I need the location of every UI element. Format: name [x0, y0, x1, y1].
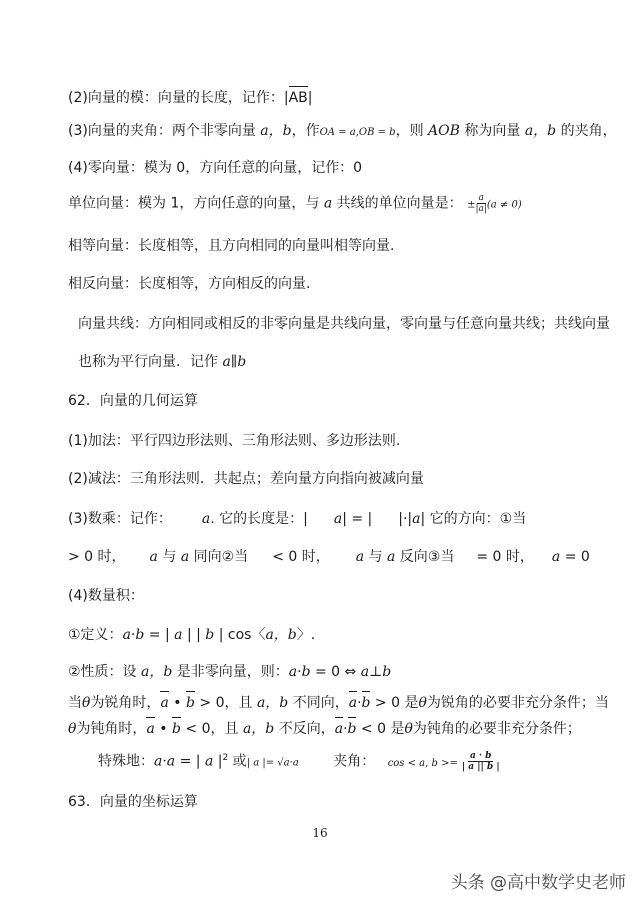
text: < 0，且: [180, 721, 243, 737]
watermark: 头条 @高中数学史老师: [450, 873, 626, 893]
text: > 0，且: [194, 695, 257, 711]
text: 同向②当: [189, 549, 249, 565]
vector-a: a: [146, 721, 155, 737]
text: > 0 是: [370, 695, 419, 711]
text: 为锐角的必要非充分条件；当: [426, 695, 609, 711]
text: ·: [343, 721, 348, 737]
math: a·a: [154, 753, 176, 770]
math: a·b: [288, 664, 311, 680]
text: 反向③当: [395, 549, 455, 565]
math: θ: [68, 721, 77, 737]
vector-b: b: [171, 721, 181, 737]
text: 不同向，: [288, 695, 349, 711]
text: 称为向量: [459, 123, 525, 139]
math: θ: [418, 695, 427, 711]
vector-ab: AB: [288, 90, 308, 106]
math: a，b: [260, 123, 292, 139]
vector-b: b: [361, 695, 371, 711]
math: a: [201, 511, 211, 527]
fraction: [475, 193, 486, 214]
math: a: [355, 549, 365, 565]
text: < 0 时，: [272, 549, 330, 565]
text: 为锐角时，: [90, 695, 161, 711]
superscript: 2: [222, 753, 229, 763]
text: 为钝角时，: [76, 721, 147, 737]
text: 或: [228, 753, 247, 770]
text: | |: [182, 627, 206, 643]
text: > 0 时，: [68, 549, 126, 565]
text: < 0 是: [356, 721, 405, 737]
math: b: [205, 627, 215, 643]
text: ①定义：: [68, 627, 123, 643]
text: = |: [144, 627, 175, 643]
section-63-title: 63．向量的坐标运算: [68, 794, 198, 810]
text: 不反向，: [274, 721, 335, 737]
line-equal-vector: 相等向量：长度相等，且方向相同的向量叫相等向量.: [68, 238, 395, 254]
line-scalar-direction: [68, 547, 590, 567]
text: (3)数乘：记作：: [68, 511, 172, 527]
formula: | a |= √a·a: [246, 757, 299, 769]
text: 单位向量：模为 1，方向任意的向量，与: [68, 195, 324, 212]
math: a·b: [122, 627, 145, 643]
plus-minus: ±: [467, 199, 476, 211]
line-special-case: [98, 748, 500, 774]
text: 夹角：: [333, 753, 376, 770]
text: 为钝角的必要非充分条件；: [412, 721, 581, 737]
math: a，b: [524, 123, 557, 139]
math: a: [149, 549, 158, 565]
math: a: [323, 195, 333, 212]
text: = 0 ⇔: [310, 664, 361, 680]
text: |: [307, 90, 313, 106]
text: 当: [68, 695, 82, 711]
math: a⊥b: [360, 664, 392, 680]
line-dot-product-title: (4)数量积：: [68, 588, 144, 604]
text: 〉.: [296, 627, 316, 643]
math: a: [387, 549, 396, 565]
text: 与: [364, 549, 387, 565]
math: a，b: [242, 721, 275, 737]
text: 共线的单位向量是：: [332, 195, 463, 212]
line-scalar-mult: [68, 509, 526, 529]
numerator: a · b: [469, 751, 492, 762]
text: ，则: [395, 123, 429, 139]
denominator: |a|: [475, 204, 487, 214]
text: = 0 时，: [476, 549, 534, 565]
math: θ: [404, 721, 413, 737]
line-unit-vector: [68, 193, 522, 216]
text: •: [154, 721, 172, 737]
line-dot-product-property: [68, 662, 391, 682]
line-obtuse-angle: [68, 719, 581, 739]
text: (3)向量的夹角：两个非零向量: [68, 123, 261, 139]
page-number: 16: [312, 826, 328, 840]
text: 的夹角，: [556, 123, 617, 139]
text: . 它的长度是：|: [210, 511, 308, 527]
math: a: [412, 511, 421, 527]
text: 特殊地：: [98, 753, 154, 770]
text: | cos〈: [214, 627, 266, 643]
math: a: [174, 627, 183, 643]
text: 与: [157, 549, 181, 565]
text: | 它的方向：①当: [420, 511, 527, 527]
line-addition: (1)加法：平行四边形法则、三角形法则、多边形法则.: [68, 433, 401, 449]
line-zero-vector: (4)零向量：模为 0，方向任意的向量，记作：0: [68, 160, 363, 176]
text: 也称为平行向量．记作: [78, 354, 223, 370]
math: AOB: [428, 123, 460, 139]
math: a，b: [256, 695, 289, 711]
vector-b: b: [347, 721, 357, 737]
text: (2)向量的模：向量的长度，记作：|: [68, 90, 289, 106]
text: 是非零向量，则：: [172, 664, 289, 680]
line-subtraction: (2)减法：三角形法则．共起点；差向量方向指向被减向量: [68, 471, 424, 487]
denominator: | a || b |: [461, 762, 500, 773]
math: a∥b: [222, 354, 247, 370]
text: ·: [357, 695, 362, 711]
text: ②性质：设: [68, 664, 142, 680]
text: = |: [175, 753, 205, 770]
vector-a: a: [348, 695, 358, 711]
math: a，b: [265, 627, 297, 643]
text: ，作: [291, 123, 320, 139]
line-acute-angle: [68, 693, 609, 713]
math: a: [551, 549, 561, 565]
text: | = |: [342, 511, 373, 527]
line-vector-angle: [68, 121, 617, 143]
vector-b: b: [185, 695, 195, 711]
formula: OA = a,OB = b: [319, 127, 396, 138]
math: a: [333, 511, 343, 527]
line-vector-modulus: [68, 88, 312, 108]
math: a，b: [141, 664, 173, 680]
fraction: [462, 751, 500, 772]
section-62-title: 62．向量的几何运算: [68, 393, 198, 409]
vector-a: a: [160, 695, 169, 711]
line-collinear-vector: 向量共线：方向相同或相反的非零向量是共线向量，零向量与任意向量共线；共线向量: [78, 316, 610, 332]
text: |·|: [398, 511, 413, 527]
line-opposite-vector: 相反向量：长度相等，方向相反的向量.: [68, 276, 311, 292]
vector-a: a: [334, 721, 344, 737]
text: |: [213, 753, 223, 770]
text: = 0: [560, 549, 590, 565]
condition: (a ≠ 0): [486, 199, 522, 211]
line-dot-product-definition: [68, 625, 315, 645]
math: a: [204, 753, 214, 770]
math: θ: [82, 695, 91, 711]
line-parallel-vector: [78, 352, 246, 372]
math: a: [180, 549, 190, 565]
text: •: [168, 695, 186, 711]
numerator: a: [478, 193, 484, 203]
formula: cos < a, b >=: [387, 757, 458, 769]
